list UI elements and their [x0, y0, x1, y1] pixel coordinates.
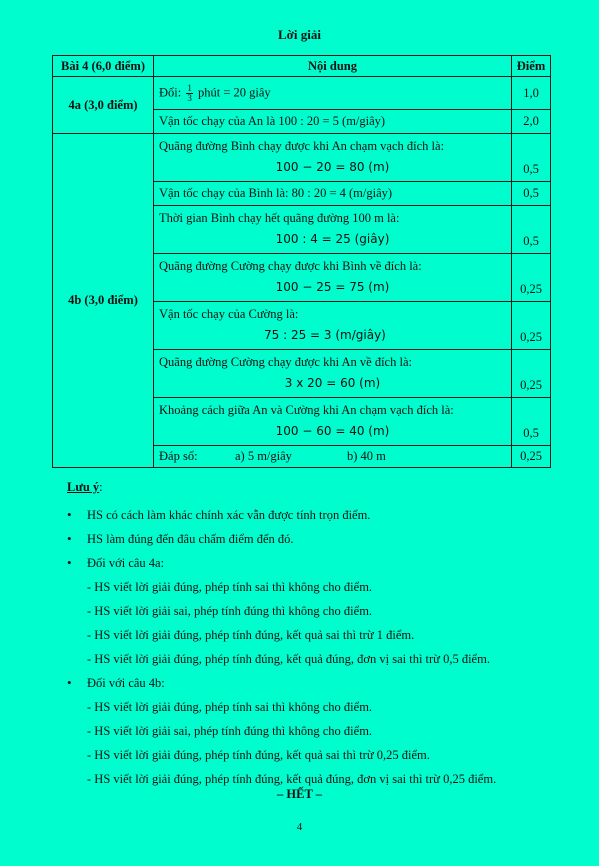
- table-row: [53, 134, 551, 182]
- fraction-numerator: 1: [187, 82, 192, 93]
- header-question: Bài 4 (6,0 điểm): [53, 56, 154, 77]
- fraction: [186, 84, 193, 103]
- row-content: [154, 134, 512, 182]
- note-item: - HS viết lời giải đúng, phép tính đúng, kết quả sai thì trừ 0,25 điểm.: [87, 748, 430, 762]
- grading-table: [52, 55, 551, 468]
- row-points: 0,5: [512, 206, 551, 254]
- row-content: [154, 302, 512, 350]
- table-row: [53, 77, 551, 110]
- answer-label: Đáp số:: [159, 449, 198, 463]
- row-content: [154, 206, 512, 254]
- note-bullet-4a: • Đối với câu 4a:: [67, 551, 567, 575]
- row-math: 100 − 25 = 75 (m): [275, 280, 390, 294]
- row-points: 0,25: [512, 350, 551, 398]
- notes-section: [67, 478, 567, 791]
- row-math: 100 : 4 = 25 (giây): [275, 232, 390, 246]
- row-content: [154, 77, 512, 110]
- conversion-prefix: Đổi:: [159, 84, 185, 99]
- table-header-row: [53, 56, 551, 77]
- row-points: 0,25: [512, 254, 551, 302]
- part-b-label: 4b (3,0 điểm): [53, 134, 154, 468]
- answer-a: a) 5 m/giây: [235, 449, 292, 463]
- row-points: 0,5: [512, 398, 551, 446]
- row-text: Thời gian Bình chạy hết quãng đường 100 m là:: [159, 211, 400, 225]
- note-bullet: • HS làm đúng đến đâu chấm điểm đến đó.: [67, 527, 567, 551]
- note-item: - HS viết lời giải sai, phép tính đúng thì không cho điểm.: [87, 724, 373, 738]
- note-bullet: • HS có cách làm khác chính xác vẫn được tính trọn điểm.: [67, 503, 567, 527]
- row-text: Quãng đường Cường chạy được khi Bình về đích là:: [159, 259, 422, 273]
- row-text: Quãng đường Cường chạy được khi An về đích là:: [159, 355, 412, 369]
- notes-title-suffix: :: [99, 480, 103, 494]
- page-number: 4: [296, 821, 303, 833]
- row-content: [154, 254, 512, 302]
- row-math: 100 − 60 = 40 (m): [275, 424, 390, 438]
- row-points: 0,5: [512, 134, 551, 182]
- row-points: 1,0: [512, 77, 551, 110]
- row-content: [154, 350, 512, 398]
- row-math: 3 x 20 = 60 (m): [284, 376, 381, 390]
- row-math: 75 : 25 = 3 (m/giây): [264, 328, 386, 342]
- page-title: Lời giải: [278, 27, 321, 42]
- row-content: Vận tốc chạy của An là 100 : 20 = 5 (m/giây): [154, 110, 512, 134]
- row-points: 0,25: [512, 446, 551, 468]
- header-content: Nội dung: [154, 56, 512, 77]
- row-math: 100 − 20 = 80 (m): [275, 160, 390, 174]
- note-item: - HS viết lời giải sai, phép tính đúng thì không cho điểm.: [87, 604, 373, 618]
- note-item: - HS viết lời giải đúng, phép tính sai thì không cho điểm.: [87, 700, 373, 714]
- row-points: 2,0: [512, 110, 551, 134]
- row-text: Quãng đường Bình chạy được khi An chạm vạch đích là:: [159, 139, 445, 153]
- row-points: 0,25: [512, 302, 551, 350]
- part-a-label: 4a (3,0 điểm): [53, 77, 154, 134]
- answer-b: b) 40 m: [347, 449, 386, 463]
- answer-content: [154, 446, 512, 468]
- fraction-denominator: 3: [187, 92, 192, 103]
- conversion-suffix: phút = 20 giây: [194, 84, 271, 99]
- row-text: Vận tốc chạy của Cường là:: [159, 307, 299, 321]
- note-item: - HS viết lời giải đúng, phép tính đúng, kết quả đúng, đơn vị sai thì trừ 0,25 điểm.: [87, 772, 497, 786]
- end-marker: – HẾT –: [277, 787, 322, 801]
- row-content: Vận tốc chạy của Bình là: 80 : 20 = 4 (m/giây): [154, 182, 512, 206]
- notes-title: Lưu ý: [67, 480, 100, 494]
- note-item: - HS viết lời giải đúng, phép tính đúng, kết quả sai thì trừ 1 điểm.: [87, 628, 415, 642]
- note-item: - HS viết lời giải đúng, phép tính đúng, kết quả đúng, đơn vị sai thì trừ 0,5 điểm.: [87, 652, 490, 666]
- note-bullet-4b: • Đối với câu 4b:: [67, 671, 567, 695]
- note-item: - HS viết lời giải đúng, phép tính sai thì không cho điểm.: [87, 580, 373, 594]
- row-content: [154, 398, 512, 446]
- header-points: Điểm: [512, 56, 551, 77]
- row-text: Khoảng cách giữa An và Cường khi An chạm vạch đích là:: [159, 403, 454, 417]
- row-points: 0,5: [512, 182, 551, 206]
